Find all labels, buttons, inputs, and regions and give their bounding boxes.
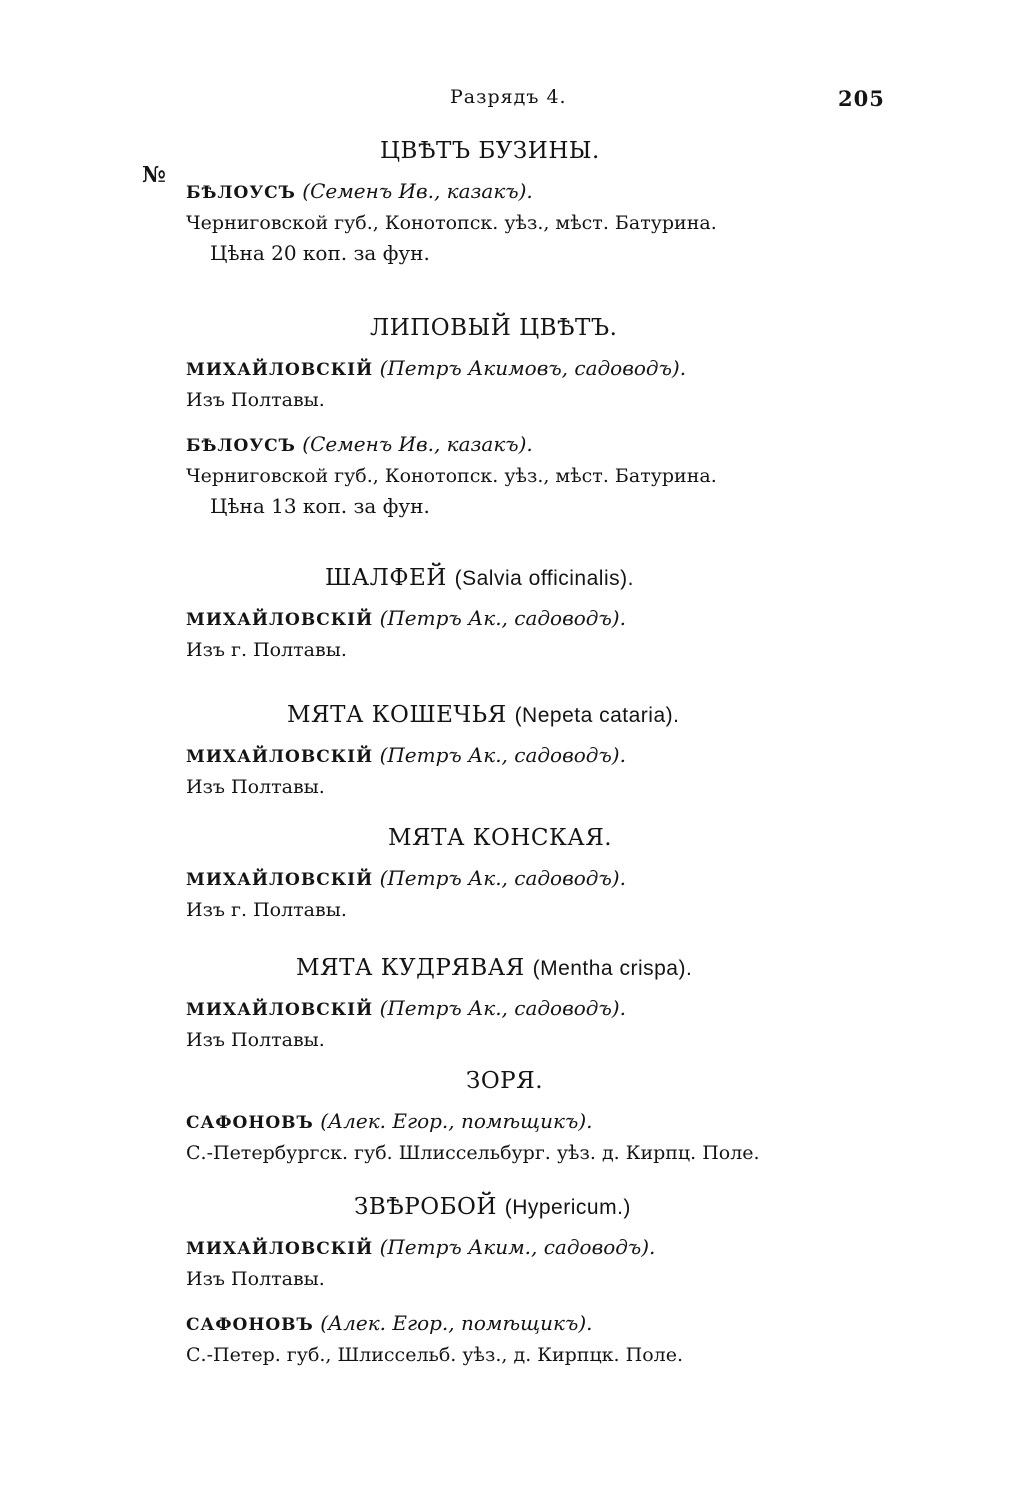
latin-name: (Salvia officinalis). [454, 567, 634, 590]
section-salvia [0, 565, 1014, 665]
entry [0, 353, 1014, 415]
exhibitor-desc: (Петръ Ак., садоводъ). [379, 996, 626, 1020]
section-linden-flower [0, 315, 1014, 521]
section-elder-flower [0, 138, 1014, 268]
section-title: ЛИПОВЫЙ ЦВѢТЪ. [370, 315, 618, 341]
section-title: МЯТА КОШЕЧЬЯ [287, 702, 507, 728]
exhibitor-name: САФОНОВЪ [186, 1315, 314, 1335]
latin-name: (Nepeta cataria). [514, 704, 680, 727]
price: Цѣна 20 коп. за фун. [210, 241, 430, 265]
section-title: ШАЛФЕЙ [325, 565, 447, 591]
exhibitor-name: МИХАЙЛОВСКІЙ [186, 360, 374, 380]
exhibitor-name: МИХАЙЛОВСКІЙ [186, 1239, 374, 1259]
entry [0, 1232, 1014, 1294]
exhibitor-name: МИХАЙЛОВСКІЙ [186, 747, 374, 767]
entry [0, 176, 1014, 268]
section-title: ЗОРЯ. [466, 1068, 544, 1094]
exhibitor-desc: (Петръ Акимовъ, садоводъ). [379, 356, 687, 380]
exhibitor-place: Изъ г. Полтавы. [186, 899, 347, 921]
exhibitor-desc: (Семенъ Ив., казакъ). [302, 179, 533, 203]
section-title: ЗВѢРОБОЙ [354, 1194, 497, 1220]
entry [0, 863, 1014, 925]
exhibitor-desc: (Алек. Егор., помѣщикъ). [320, 1311, 593, 1335]
page-number: 205 [838, 86, 885, 111]
section-mentha-crispa [0, 955, 1014, 1055]
exhibitor-desc: (Петръ Ак., садоводъ). [379, 743, 626, 767]
exhibitor-name: БѢЛОУСЪ [186, 183, 296, 203]
exhibitor-name: МИХАЙЛОВСКІЙ [186, 870, 374, 890]
section-nepeta [0, 702, 1014, 802]
exhibitor-desc: (Петръ Аким., садоводъ). [379, 1235, 656, 1259]
section-hypericum [0, 1194, 1014, 1370]
exhibitor-name: САФОНОВЪ [186, 1113, 314, 1133]
exhibitor-place: Изъ Полтавы. [186, 1268, 325, 1290]
section-title: ЦВѢТЪ БУЗИНЫ. [380, 138, 600, 164]
price: Цѣна 13 коп. за фун. [210, 494, 430, 518]
exhibitor-place: Изъ Полтавы. [186, 776, 325, 798]
entry [0, 603, 1014, 665]
number-sign: № [142, 162, 166, 188]
exhibitor-place: Изъ г. Полтавы. [186, 639, 347, 661]
exhibitor-desc: (Алек. Егор., помѣщикъ). [320, 1109, 593, 1133]
exhibitor-place: С.-Петербургск. губ. Шлиссельбург. уѣз. д. Кирпц. Поле. [186, 1142, 760, 1164]
entry [0, 993, 1014, 1055]
latin-name: (Hypericum.) [504, 1196, 631, 1219]
exhibitor-place: Черниговской губ., Конотопск. уѣз., мѣст. Батурина. [186, 465, 717, 487]
section-title: МЯТА КОНСКАЯ. [388, 825, 613, 851]
exhibitor-place: Изъ Полтавы. [186, 1029, 325, 1051]
entry [0, 1308, 1014, 1370]
exhibitor-place: Изъ Полтавы. [186, 389, 325, 411]
exhibitor-place: С.-Петер. губ., Шлиссельб. уѣз., д. Кирпцк. Поле. [186, 1344, 683, 1366]
section-zorya [0, 1068, 1014, 1168]
section-title: МЯТА КУДРЯВАЯ [296, 955, 525, 981]
entry [0, 740, 1014, 802]
exhibitor-desc: (Семенъ Ив., казакъ). [302, 432, 533, 456]
exhibitor-desc: (Петръ Ак., садоводъ). [379, 866, 626, 890]
latin-name: (Mentha crispa). [532, 957, 693, 980]
running-header: Разрядъ 4. [450, 86, 567, 108]
section-horse-mint [0, 825, 1014, 925]
entry [0, 1106, 1014, 1168]
entry [0, 429, 1014, 521]
exhibitor-name: МИХАЙЛОВСКІЙ [186, 610, 374, 630]
exhibitor-name: БѢЛОУСЪ [186, 436, 296, 456]
exhibitor-place: Черниговской губ., Конотопск. уѣз., мѣст. Батурина. [186, 212, 717, 234]
exhibitor-name: МИХАЙЛОВСКІЙ [186, 1000, 374, 1020]
exhibitor-desc: (Петръ Ак., садоводъ). [379, 606, 626, 630]
